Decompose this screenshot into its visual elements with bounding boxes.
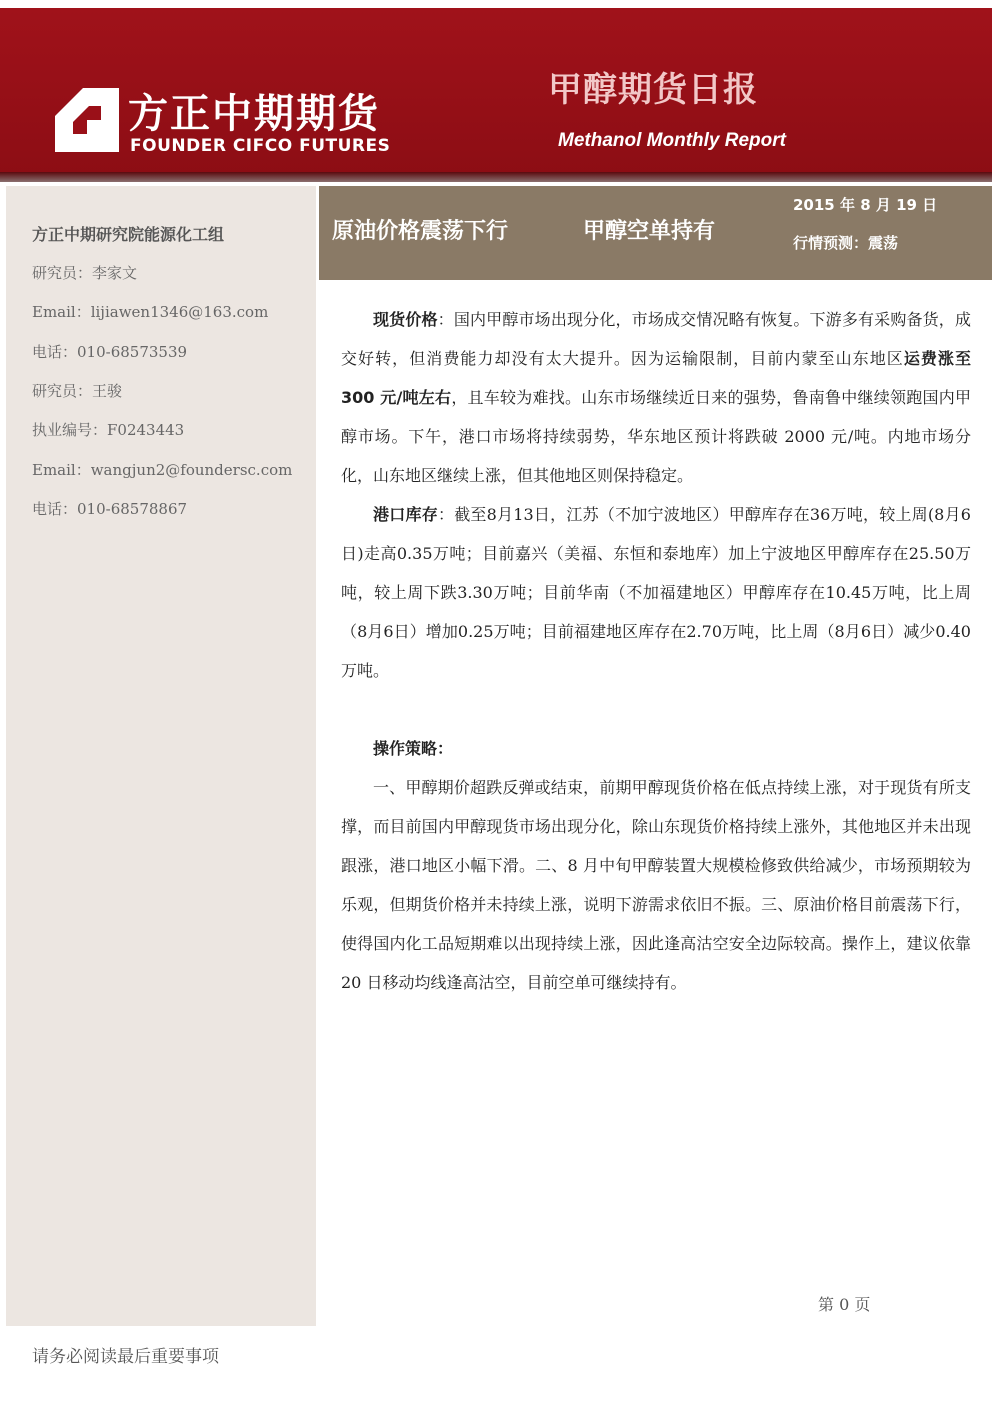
report-subtitle: Methanol Monthly Report <box>558 130 786 151</box>
headline-crude-oil: 原油价格震荡下行 <box>332 219 509 244</box>
strategy-heading-line <box>341 729 971 768</box>
spot-price-paragraph <box>341 300 971 495</box>
header-divider <box>0 172 992 182</box>
strategy-paragraph: 一、甲醇期价超跌反弹或结束，前期甲醇现货价格在低点持续上涨，对于现货有所支撑，而目前国内甲醇现货市场出现分化，除山东现货价格持续上涨外，其他地区并未出现跟涨，港口地区小幅下滑。二、8 月中旬甲醇装置大规模检修致供给减少，市场预期较为乐观，但期货价格并未持续上涨，说明下游需求依旧不振。三、原油价格目前震荡下行，使得国内化工品短期难以出现持续上涨，因此逢高沽空安全边际较高。操作上，建议依靠 20 日移动均线逢高沽空，目前空单可继续持有。 <box>341 778 971 992</box>
report-header <box>0 8 992 180</box>
report-title: 甲醇期货日报 <box>548 70 758 110</box>
report-date: 2015 年 8 月 19 日 <box>793 196 938 214</box>
founder-logo-icon <box>55 88 119 152</box>
page-number: 第 0 页 <box>818 1295 871 1314</box>
port-inventory-label: 港口库存 <box>373 505 438 524</box>
analyst-2-license: 执业编号：F0243443 <box>32 421 185 439</box>
analyst-2-name: 研究员：王骏 <box>32 382 123 400</box>
port-inventory-paragraph <box>341 495 971 690</box>
strategy-heading: 操作策略： <box>373 739 454 758</box>
spot-price-label: 现货价格 <box>373 310 438 329</box>
analyst-1-name: 研究员：李家文 <box>32 264 138 282</box>
market-forecast: 行情预测：震荡 <box>793 234 899 252</box>
headline-methanol-short: 甲醇空单持有 <box>583 219 716 244</box>
headline-banner <box>319 186 992 280</box>
disclaimer-note: 请务必阅读最后重要事项 <box>32 1347 219 1367</box>
analyst-2-phone: 电话：010-68578867 <box>32 500 188 518</box>
spot-price-text-b: ，且车较为难找。山东市场继续近日来的强势，鲁南鲁中继续领跑国内甲醇市场。下午，港口市场将持续弱势，华东地区预计将跌破 2000 元/吨。内地市场分化，山东地区继续上涨，但其他地区则保持稳定。 <box>341 388 971 485</box>
sidebar-heading: 方正中期研究院能源化工组 <box>32 225 225 244</box>
port-inventory-text: ：截至8月13日，江苏（不加宁波地区）甲醇库存在36万吨，较上周(8月6日)走高0.35万吨；目前嘉兴（美福、东恒和泰地库）加上宁波地区甲醇库存在25.50万吨，较上周下跌3.30万吨；目前华南（不加福建地区）甲醇库存在10.45万吨，比上周（8月6日）增加0.25万吨；目前福建地区库存在2.70万吨，比上周（8月6日）减少0.40万吨。 <box>341 505 971 680</box>
freight-cost-highlight: 运费涨至 300 元/吨左右 <box>341 349 971 407</box>
spot-price-text-a: ：国内甲醇市场出现分化，市场成交情况略有恢复。下游多有采购备货，成交好转，但消费能力却没有太大提升。因为运输限制，目前内蒙至山东地区 <box>341 310 971 368</box>
logo-chinese-name: 方正中期期货 <box>128 91 380 137</box>
analyst-2-email: Email：wangjun2@foundersc.com <box>32 461 293 479</box>
logo-english-name: FOUNDER CIFCO FUTURES <box>130 136 391 156</box>
analyst-1-phone: 电话：010-68573539 <box>32 343 188 361</box>
analyst-1-email: Email：lijiawen1346@163.com <box>32 303 269 321</box>
report-body <box>341 300 971 1002</box>
